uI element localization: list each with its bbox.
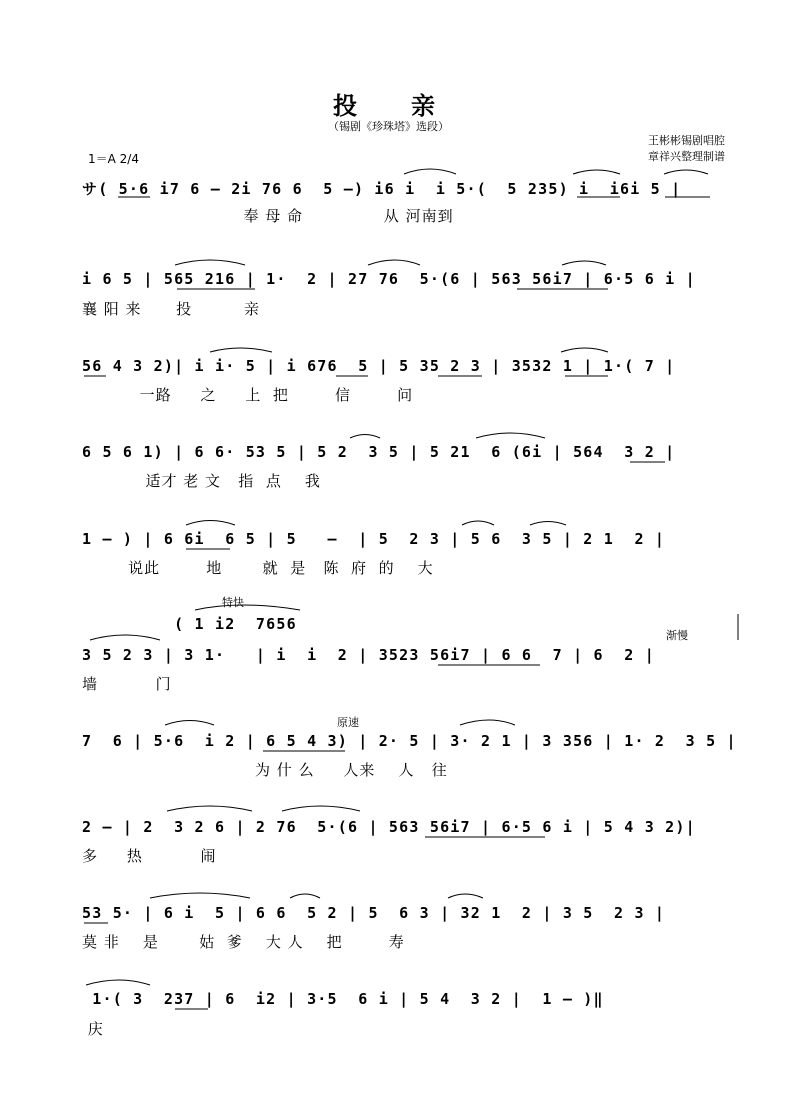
notes-line-6: 3 5 2 3 | 3 1· | i i 2 | 3523 56i7 | 6 6 7 | 6 2 |	[82, 646, 655, 664]
lyrics-line-5: 说此 地 就 是 陈 府 的 大	[82, 559, 434, 577]
lyrics-line-1: 奉 母 命 从 河南到	[82, 207, 454, 225]
notes-line-7: 7 6 | 5·6 i 2 | 6 5 4 3) | 2· 5 | 3· 2 1 | 3 356 | 1· 2 3 5 |	[82, 732, 737, 750]
lyrics-line-8: 多 热 闹	[82, 847, 217, 865]
song-title: 投 亲	[333, 91, 437, 120]
tempo-original-mark: 原速	[337, 716, 359, 729]
notes-line-8: 2 – | 2 3 2 6 | 2 76 5·(6 | 563 56i7 | 6·5 6 i | 5 4 3 2)|	[82, 818, 696, 836]
key-signature: 1＝A 2/4	[88, 152, 139, 166]
notes-line-10: 1·( 3 237 | 6 i2 | 3·5 6 i | 5 4 3 2 | 1 – )‖	[82, 990, 604, 1008]
song-subtitle: （锡剧《珍珠塔》选段）	[328, 120, 449, 133]
tempo-slow-mark: 渐慢	[666, 629, 688, 642]
lyrics-line-2: 襄 阳 来 投 亲	[82, 300, 261, 318]
lyrics-line-3: 一路 之 上 把 信 问	[82, 386, 414, 404]
singer-credit: 王彬彬锡剧唱腔	[648, 134, 725, 147]
arranger-credit: 章祥兴整理制谱	[648, 150, 725, 163]
tempo-fast-mark: 特快	[222, 596, 244, 609]
notes-line-5: 1 – ) | 6 6i 6 5 | 5 – | 5 2 3 | 5 6 3 5 | 2 1 2 |	[82, 530, 666, 548]
lyrics-line-7: 为 什 么 人来 人 往	[82, 761, 448, 779]
notes-line-2: i 6 5 | 565 216 | 1· 2 | 27 76 5·(6 | 563 56i7 | 6·5 6 i |	[82, 270, 696, 288]
notes-line-6-upper: ( 1 i2 7656	[82, 615, 297, 633]
notes-line-9: 53 5· | 6 i 5 | 6 6 5 2 | 5 6 3 | 32 1 2 | 3 5 2 3 |	[82, 904, 666, 922]
lyrics-line-9: 莫 非 是 姑 爹 大 人 把 寿	[82, 933, 405, 951]
lyrics-line-4: 适才 老 文 指 点 我	[82, 472, 321, 490]
notes-line-3: 56 4 3 2)| i i· 5 | i 676 5 | 5 35 2 3 | 3532 1 | 1·( 7 |	[82, 357, 676, 375]
lyrics-line-6: 墙 门	[82, 675, 172, 693]
notes-line-4: 6 5 6 1) | 6 6· 53 5 | 5 2 3 5 | 5 21 6 (6i | 564 3 2 |	[82, 443, 676, 461]
notes-line-1: サ( 5·6 i7 6 – 2i 76 6 5 –) i6 i i 5·( 5 235) i i6i 5 |	[82, 180, 682, 198]
lyrics-line-10: 庆	[82, 1020, 104, 1038]
